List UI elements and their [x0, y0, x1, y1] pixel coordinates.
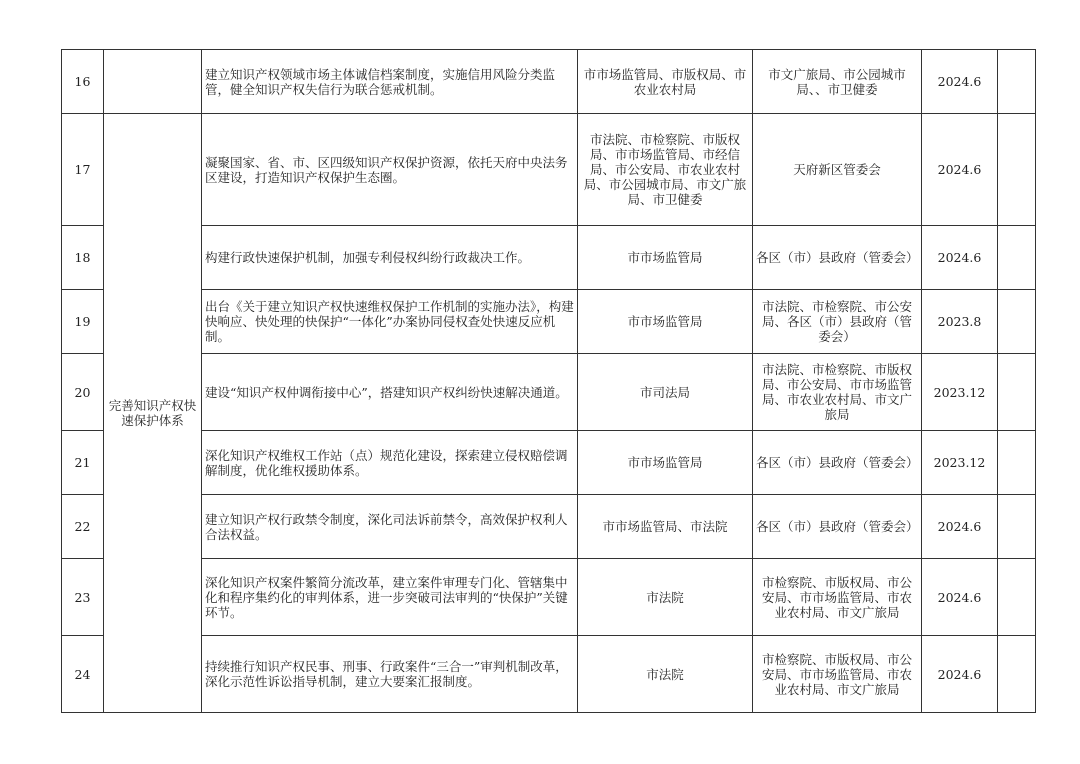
lead-unit: 市法院、市检察院、市版权局、市市场监管局、市经信局、市公安局、市农业农村局、市公园城市局、市文广旅局、市卫健委 [578, 114, 753, 226]
table-row [62, 559, 1036, 636]
deadline: 2024.6 [922, 50, 998, 114]
category-cell-empty [104, 50, 202, 114]
task-description: 构建行政快速保护机制，加强专利侵权纠纷行政裁决工作。 [202, 226, 578, 290]
task-description: 建立知识产权领域市场主体诚信档案制度，实施信用风险分类监管，健全知识产权失信行为联合惩戒机制。 [202, 50, 578, 114]
category-cell: 完善知识产权快速保护体系 [104, 114, 202, 713]
deadline: 2024.6 [922, 495, 998, 559]
cooperating-unit: 市法院、市检察院、市公安局、各区（市）县政府（管委会） [753, 290, 922, 354]
deadline: 2024.6 [922, 226, 998, 290]
lead-unit: 市市场监管局 [578, 431, 753, 495]
table-row [62, 50, 1036, 114]
deadline: 2023.8 [922, 290, 998, 354]
remarks-cell [998, 50, 1036, 114]
cooperating-unit: 市检察院、市版权局、市公安局、市市场监管局、市农业农村局、市文广旅局 [753, 636, 922, 713]
deadline: 2024.6 [922, 559, 998, 636]
row-number: 17 [62, 114, 104, 226]
remarks-cell [998, 354, 1036, 431]
table-row [62, 495, 1036, 559]
deadline: 2023.12 [922, 354, 998, 431]
table-row [62, 431, 1036, 495]
table-row [62, 354, 1036, 431]
lead-unit: 市市场监管局、市法院 [578, 495, 753, 559]
task-table [61, 49, 1036, 713]
table-row [62, 290, 1036, 354]
table-row [62, 114, 1036, 226]
lead-unit: 市市场监管局 [578, 290, 753, 354]
lead-unit: 市法院 [578, 636, 753, 713]
remarks-cell [998, 114, 1036, 226]
remarks-cell [998, 290, 1036, 354]
cooperating-unit: 各区（市）县政府（管委会） [753, 495, 922, 559]
row-number: 20 [62, 354, 104, 431]
row-number: 19 [62, 290, 104, 354]
cooperating-unit: 各区（市）县政府（管委会） [753, 226, 922, 290]
row-number: 22 [62, 495, 104, 559]
lead-unit: 市市场监管局 [578, 226, 753, 290]
cooperating-unit: 天府新区管委会 [753, 114, 922, 226]
task-description: 深化知识产权案件繁简分流改革，建立案件审理专门化、管辖集中化和程序集约化的审判体系，进一步突破司法审判的“快保护”关键环节。 [202, 559, 578, 636]
task-description: 深化知识产权维权工作站（点）规范化建设，探索建立侵权赔偿调解制度，优化维权援助体系。 [202, 431, 578, 495]
cooperating-unit: 各区（市）县政府（管委会） [753, 431, 922, 495]
table-row [62, 636, 1036, 713]
task-description: 出台《关于建立知识产权快速维权保护工作机制的实施办法》，构建快响应、快处理的快保护“一体化”办案协同侵权查处快速反应机制。 [202, 290, 578, 354]
remarks-cell [998, 226, 1036, 290]
cooperating-unit: 市法院、市检察院、市版权局、市公安局、市市场监管局、市农业农村局、市文广旅局 [753, 354, 922, 431]
row-number: 24 [62, 636, 104, 713]
lead-unit: 市市场监管局、市版权局、市农业农村局 [578, 50, 753, 114]
row-number: 23 [62, 559, 104, 636]
deadline: 2024.6 [922, 636, 998, 713]
lead-unit: 市司法局 [578, 354, 753, 431]
task-description: 持续推行知识产权民事、刑事、行政案件“三合一”审判机制改革，深化示范性诉讼指导机制，建立大要案汇报制度。 [202, 636, 578, 713]
task-description: 建立知识产权行政禁令制度，深化司法诉前禁令，高效保护权利人合法权益。 [202, 495, 578, 559]
cooperating-unit: 市检察院、市版权局、市公安局、市市场监管局、市农业农村局、市文广旅局 [753, 559, 922, 636]
deadline: 2023.12 [922, 431, 998, 495]
row-number: 18 [62, 226, 104, 290]
lead-unit: 市法院 [578, 559, 753, 636]
task-description: 凝聚国家、省、市、区四级知识产权保护资源，依托天府中央法务区建设，打造知识产权保护生态圈。 [202, 114, 578, 226]
table-row [62, 226, 1036, 290]
deadline: 2024.6 [922, 114, 998, 226]
remarks-cell [998, 431, 1036, 495]
row-number: 21 [62, 431, 104, 495]
cooperating-unit: 市文广旅局、市公园城市局、、市卫健委 [753, 50, 922, 114]
task-description: 建设“知识产权仲调衔接中心”，搭建知识产权纠纷快速解决通道。 [202, 354, 578, 431]
remarks-cell [998, 636, 1036, 713]
remarks-cell [998, 495, 1036, 559]
remarks-cell [998, 559, 1036, 636]
row-number: 16 [62, 50, 104, 114]
